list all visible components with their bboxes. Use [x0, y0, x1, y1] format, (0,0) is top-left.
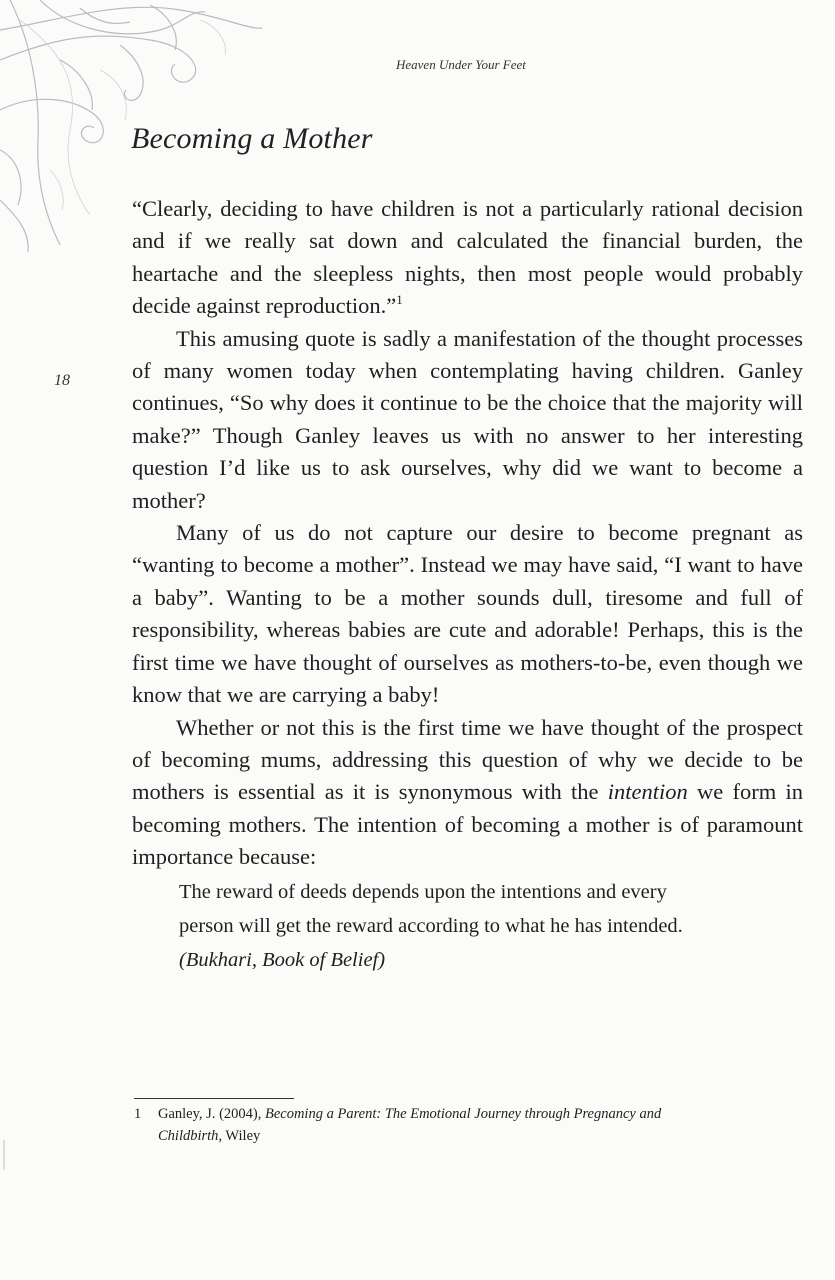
- paragraph-2: This amusing quote is sadly a manifestation of the thought processes of many women today when contemplating having children. Ganley continues, “So why does it continue to be the choice that the majority will make?” Though Ganley leaves us with no answer to her interesting question I’d like us to ask ourselves, why did we want to become a mother?: [132, 325, 803, 513]
- paragraph-4: Whether or not this is the first time we have thought of the prospect of becoming mums, addressing this question of why we decide to be mothers is essential as it is synonymous with the intention we form in becoming mothers. The intention of becoming a mother is of paramount importance because:: [132, 714, 803, 870]
- emphasis-intention: intention: [607, 779, 688, 805]
- footnote-title: Becoming a Parent: The Emotional Journey through Pregnancy and: [264, 1106, 662, 1122]
- paragraph-3: Many of us do not capture our desire to become pregnant as “wanting to become a mother”. Instead we may have said, “I want to have a baby”. Wanting to be a mother sounds dull, tiresome and full of responsibility, whereas babies are cute and adorable! Perhaps, this is the first time we have thought of ourselves as mothers-to-be, even though we know that we are carrying a baby!: [132, 520, 803, 708]
- footnote-number: 1: [134, 1106, 142, 1122]
- chapter-title: Becoming a Mother: [131, 122, 373, 155]
- scan-edge-mark: [3, 1140, 5, 1170]
- hadith-quote: [179, 875, 803, 977]
- quote-line-1: The reward of deeds depends upon the intentions and every: [179, 880, 667, 903]
- page-number: 18: [54, 372, 70, 389]
- quote-line-2: person will get the reward according to what he has intended.: [179, 914, 683, 937]
- footnote: [134, 1103, 806, 1147]
- footnote-author: Ganley, J. (2004),: [158, 1106, 265, 1122]
- running-header: Heaven Under Your Feet: [396, 57, 526, 72]
- footnote-publisher: , Wiley: [218, 1128, 261, 1144]
- footnote-reference[interactable]: 1: [396, 292, 403, 308]
- quote-citation: (Bukhari, Book of Belief): [179, 948, 386, 971]
- footnote-divider: [134, 1098, 294, 1099]
- footnote-title-cont: Childbirth: [158, 1128, 219, 1144]
- paragraph-1: “Clearly, deciding to have children is not a particularly rational decision and if we really sat down and calculated the financial burden, the heartache and the sleepless nights, then most people would probably decide against reproduction.”$^1$: [132, 196, 803, 319]
- body-text: [132, 193, 803, 977]
